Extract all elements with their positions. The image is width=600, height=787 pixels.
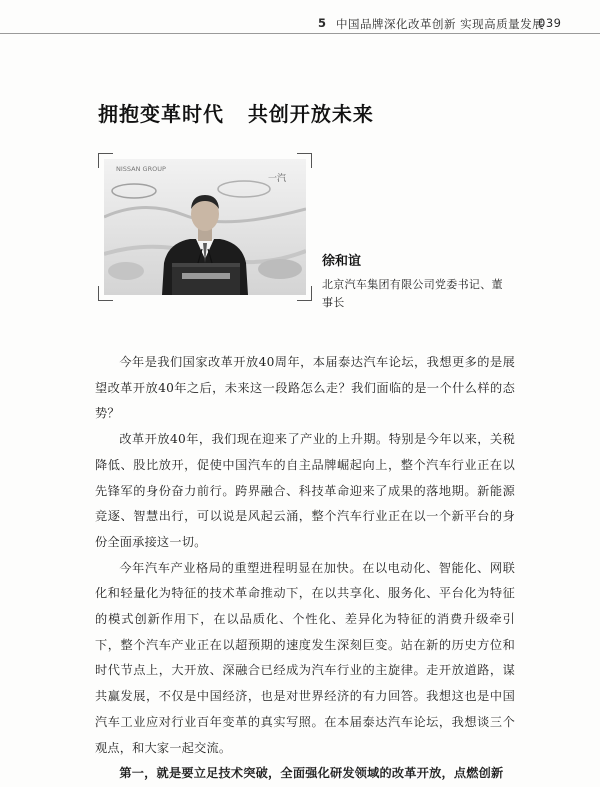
body-paragraph: 改革开放40年，我们现在迎来了产业的上升期。特别是今年以来，关税降低、股比放开，促使中国汽车的自主品牌崛起向上，整个汽车行业正在以先锋军的身份奋力前行。跨界融合、科技革命迎来了成果的落地期。新能源竞逐、智慧出行，可以说是风起云涌，整个汽车行业正在以一个新平台的身份全面承接这一切。 (95, 432, 515, 549)
backdrop-text-right: 一汽 (268, 174, 287, 184)
chapter-number: 5 (318, 16, 327, 30)
body-paragraph-point-one: 第一，就是要立足技术突破，全面强化研发领域的改革开放，点燃创新 (119, 766, 504, 781)
article-body (95, 350, 515, 787)
author-role: 北京汽车集团有限公司党委书记、董事长 (322, 278, 503, 309)
backdrop-text: NISSAN GROUP (116, 165, 166, 173)
speaker-photo-illustration (104, 159, 306, 295)
author-block (322, 250, 512, 312)
speaker-photo (104, 159, 306, 295)
author-name: 徐和谊 (322, 254, 362, 269)
page-number: 039 (538, 16, 562, 30)
article-title: 拥抱变革时代 共创开放未来 (98, 102, 374, 126)
body-paragraph: 今年是我们国家改革开放40周年，本届泰达汽车论坛，我想更多的是展望改革开放40年之后，未来这一段路怎么走？我们面临的是一个什么样的态势？ (95, 355, 515, 421)
header-rule (0, 33, 600, 34)
photo-frame (98, 153, 312, 301)
section-title: 中国品牌深化改革创新 实现高质量发展 (336, 17, 545, 31)
body-paragraph: 今年汽车产业格局的重塑进程明显在加快。在以电动化、智能化、网联化和轻量化为特征的技术革命推动下，在以共享化、服务化、平台化为特征的模式创新作用下，在以品质化、个性化、差异化为特征的消费升级牵引下，整个汽车产业正在以超预期的速度发生深刻巨变。站在新的历史方位和时代节点上，大开放、深融合已经成为汽车行业的主旋律。走开放道路，谋共赢发展，不仅是中国经济，也是对世界经济的有力回答。我想这也是中国汽车工业应对行业百年变革的真实写照。在本届泰达汽车论坛，我想谈三个观点，和大家一起交流。 (95, 560, 515, 755)
